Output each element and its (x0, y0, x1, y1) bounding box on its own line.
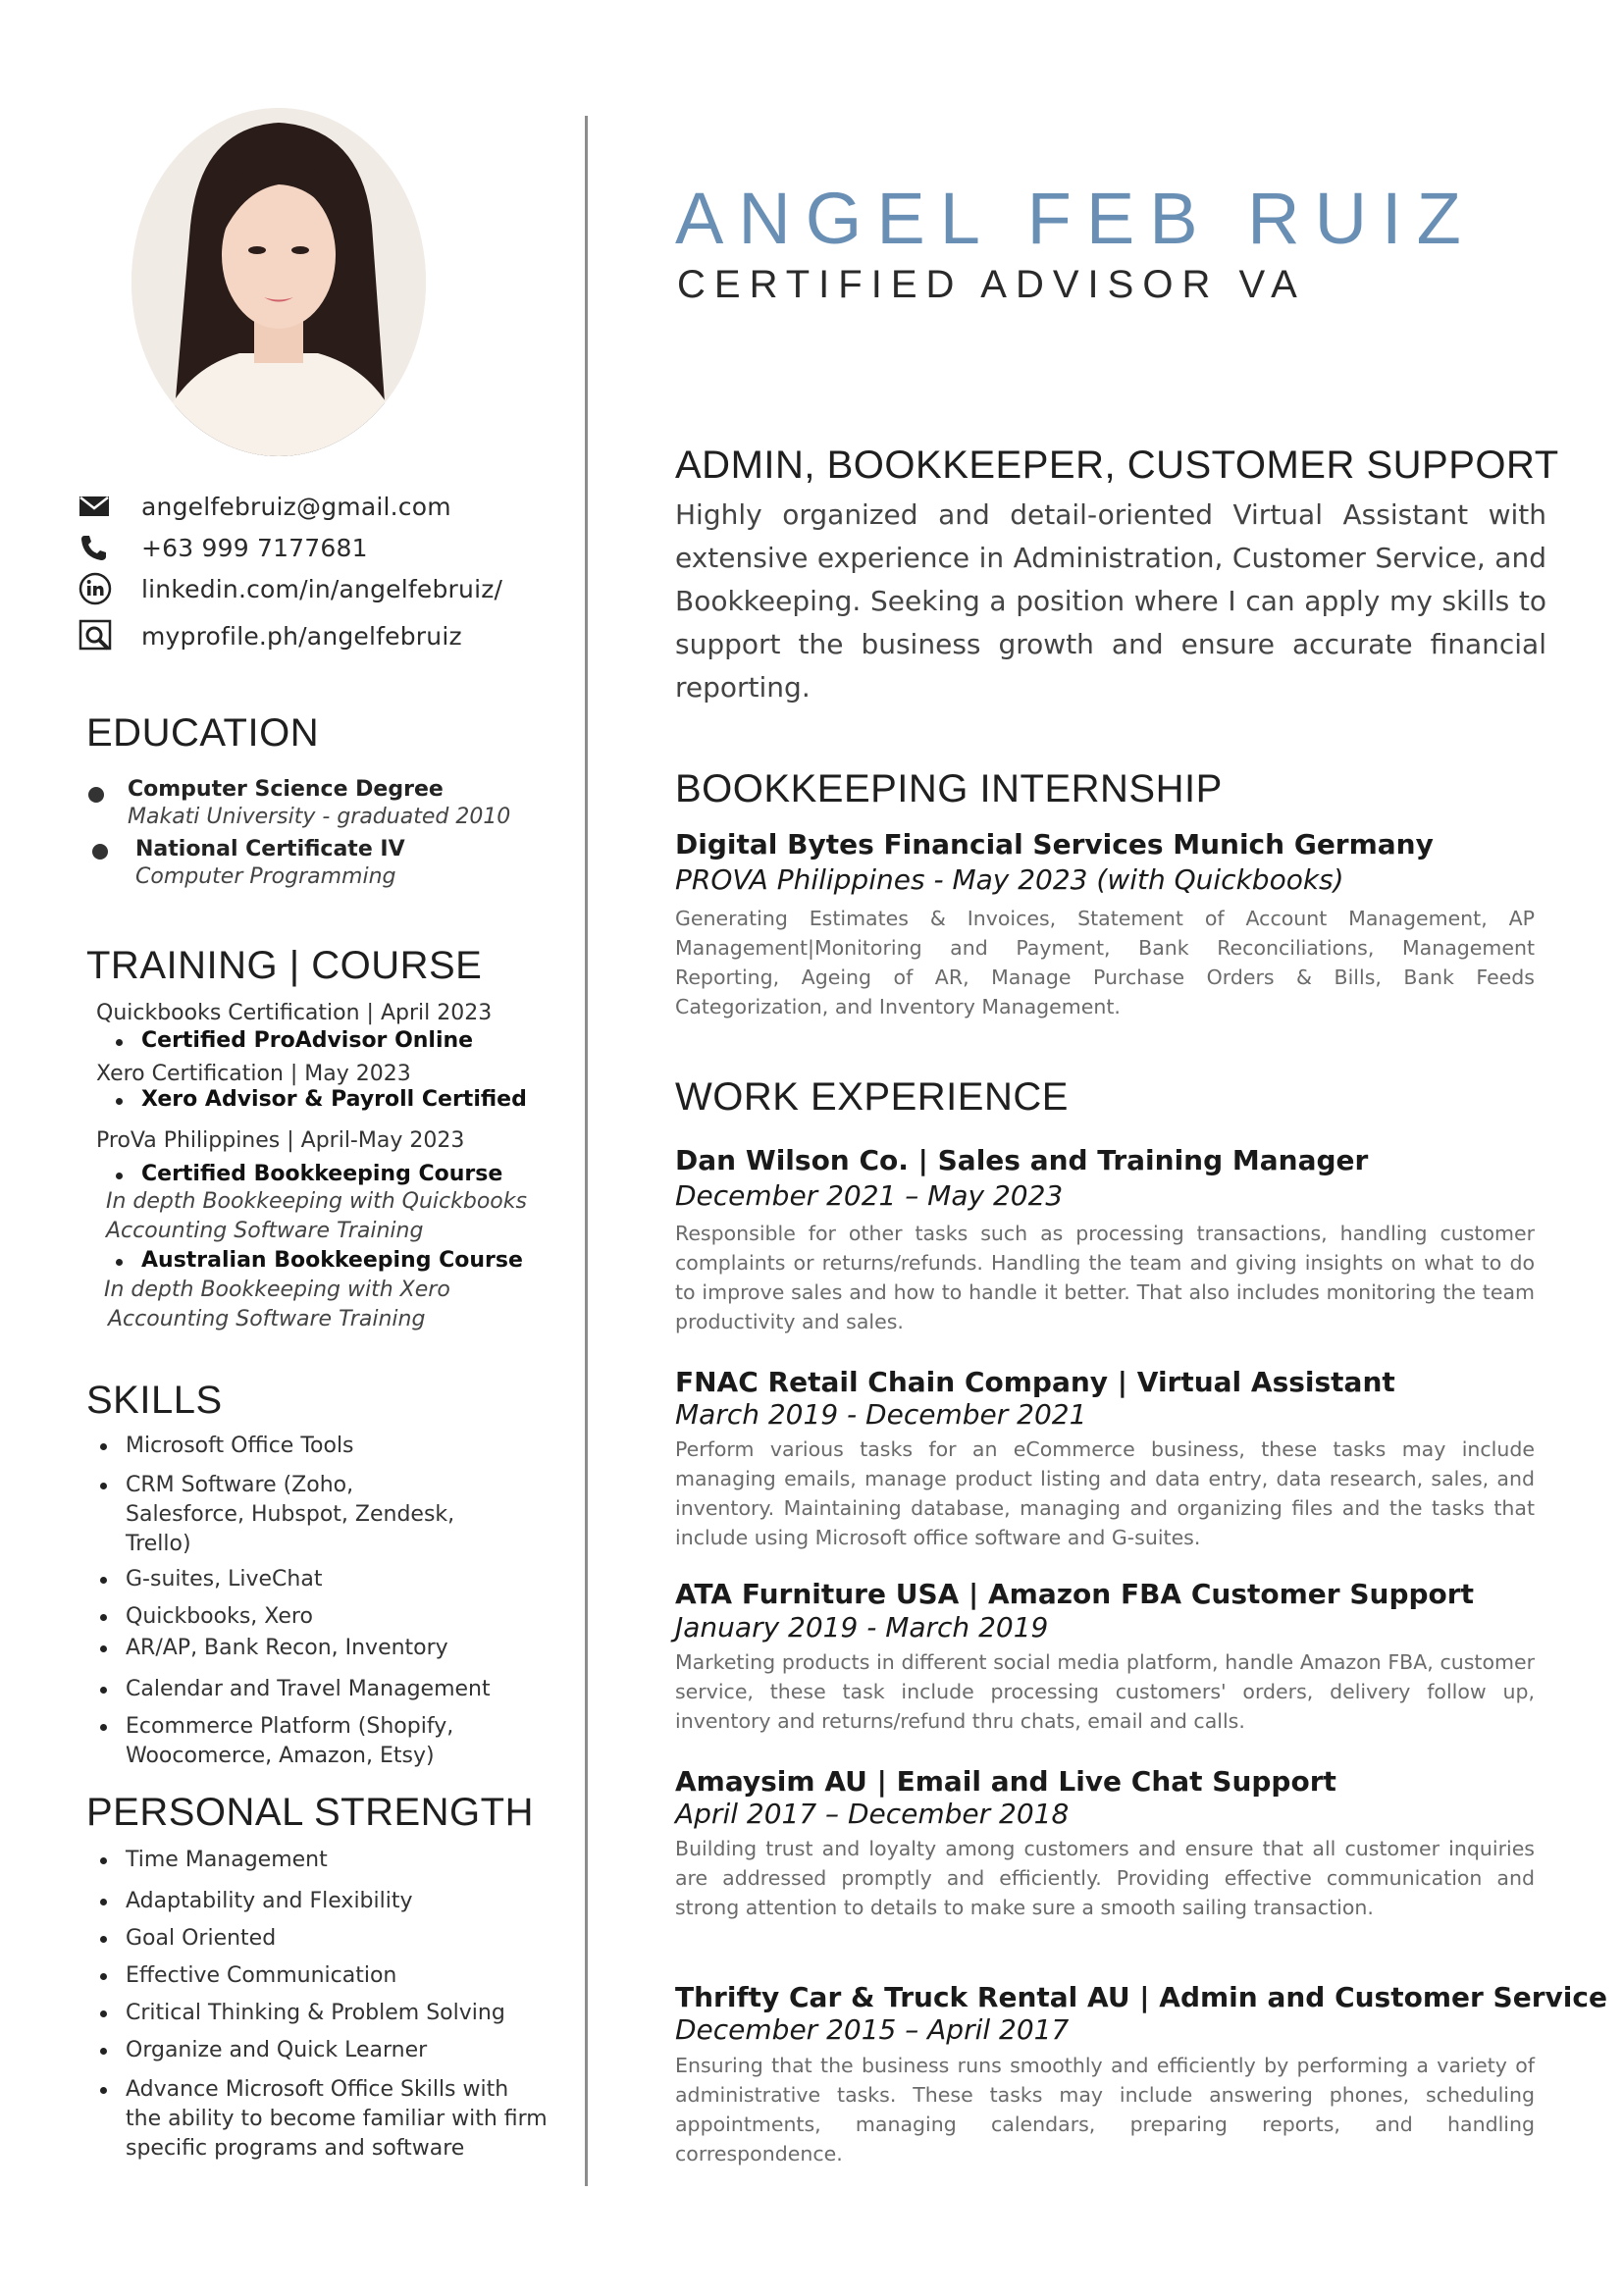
strength-list (98, 1846, 550, 2164)
job-title: Amaysim AU | Email and Live Chat Support (675, 1765, 1336, 1798)
training-detail: In depth Bookkeeping with Xero (104, 1278, 450, 1302)
internship-date: PROVA Philippines - May 2023 (with Quickbooks) (675, 863, 1344, 896)
job-date: January 2019 - March 2019 (675, 1611, 1049, 1644)
contact-linkedin[interactable] (79, 569, 550, 608)
strength-item: Advance Microsoft Office Skills with the ability to become familiar with firm specific programs and software (98, 2075, 548, 2164)
job-description: Perform various tasks for an eCommerce business, these tasks may include managing emails, manage product listing and data entry, data research, sales, and inventory. Maintaining database, managing and organizing files and the tasks that include using Microsoft office software and G-suites. (675, 1437, 1535, 1549)
education-bullet (92, 844, 108, 860)
skill-item: Calendar and Travel Management (98, 1675, 550, 1704)
contact-email[interactable] (79, 487, 550, 526)
education-title: Computer Science Degree (128, 777, 444, 802)
strength-item: Adaptability and Flexibility (98, 1887, 550, 1916)
training-cert: Certified Bookkeeping Course (141, 1162, 503, 1186)
job-date: December 2021 – May 2023 (675, 1179, 1064, 1212)
job-date: April 2017 – December 2018 (675, 1798, 1070, 1830)
job-title: Dan Wilson Co. | Sales and Training Manager (675, 1144, 1369, 1176)
job-description: Marketing products in different social media platform, handle Amazon FBA, customer service, these task include processing customers' orders, delivery follow up, inventory and returns/refund thru chats, email and calls. (675, 1650, 1535, 1733)
skill-item: CRM Software (Zoho, Salesforce, Hubspot, Zendesk, Trello) (98, 1471, 459, 1559)
education-heading: EDUCATION (86, 711, 320, 755)
job-date: March 2019 - December 2021 (675, 1398, 1087, 1431)
training-cert: Australian Bookkeeping Course (141, 1248, 523, 1273)
strength-heading: PERSONAL STRENGTH (86, 1791, 534, 1834)
internship-heading: BOOKKEEPING INTERNSHIP (675, 767, 1223, 810)
job-description: Building trust and loyalty among customers and ensure that all customer inquiries are addressed promptly and efficiently. Providing effective communication and strong attention to details to make sure a smooth sailing transaction. (675, 1837, 1535, 1919)
linkedin-text: linkedin.com/in/angelfebruiz/ (141, 574, 503, 603)
training-detail: Accounting Software Training (108, 1307, 426, 1331)
education-subtitle: Makati University - graduated 2010 (128, 805, 511, 829)
linkedin-icon (79, 572, 118, 605)
candidate-title: CERTIFIED ADVISOR VA (677, 263, 1306, 306)
candidate-name: ANGEL FEB RUIZ (675, 178, 1476, 259)
strength-item: Time Management (98, 1846, 550, 1875)
training-heading: TRAINING | COURSE (86, 944, 483, 987)
phone-icon (79, 531, 118, 564)
profile-text: myprofile.ph/angelfebruiz (141, 621, 462, 651)
column-divider (585, 116, 588, 2186)
education-subtitle: Computer Programming (135, 864, 396, 889)
training-line: ProVa Philippines | April-May 2023 (96, 1128, 465, 1153)
skill-item: G-suites, LiveChat (98, 1565, 550, 1594)
job-title: FNAC Retail Chain Company | Virtual Assistant (675, 1366, 1395, 1398)
skills-heading: SKILLS (86, 1379, 223, 1422)
skill-item: Ecommerce Platform (Shopify, Woocomerce, Amazon, Etsy) (98, 1712, 459, 1771)
training-line: Quickbooks Certification | April 2023 (96, 1001, 493, 1025)
job-title: Thrifty Car & Truck Rental AU | Admin and Customer Service (675, 1981, 1607, 2013)
contact-profile[interactable] (79, 616, 550, 655)
internship-title: Digital Bytes Financial Services Munich Germany (675, 828, 1434, 861)
skill-item: Quickbooks, Xero (98, 1602, 550, 1632)
envelope-icon (79, 490, 118, 523)
summary-heading: ADMIN, BOOKKEEPER, CUSTOMER SUPPORT (675, 444, 1559, 487)
job-date: December 2015 – April 2017 (675, 2013, 1070, 2046)
strength-item: Goal Oriented (98, 1924, 550, 1954)
job-description: Responsible for other tasks such as processing transactions, handling customer complaints or returns/refunds. Handling the team and giving insights on what to do to improve sales and how to handle it better. That also includes monitoring the team productivity and sales. (675, 1222, 1535, 1333)
profile-photo (131, 108, 426, 456)
training-detail: In depth Bookkeeping with Quickbooks (106, 1189, 527, 1214)
phone-text: +63 999 7177681 (141, 533, 368, 562)
strength-item: Organize and Quick Learner (98, 2036, 550, 2065)
training-cert: Certified ProAdvisor Online (141, 1028, 474, 1053)
skills-list (98, 1432, 550, 1771)
skill-item: AR/AP, Bank Recon, Inventory (98, 1634, 550, 1663)
contact-phone[interactable] (79, 528, 550, 567)
internship-description: Generating Estimates & Invoices, Statement of Account Management, AP Management|Monitoring and Payment, Bank Reconciliations, Management Reporting, Ageing of AR, Manage Purchase Orders & Bills, Bank Feeds Categorization, and Inventory Management. (675, 907, 1535, 1018)
email-text: angelfebruiz@gmail.com (141, 492, 451, 521)
strength-item: Effective Communication (98, 1961, 550, 1991)
summary-text: Highly organized and detail-oriented Virtual Assistant with extensive experience in Administration, Customer Service, and Bookkeeping. Seeking a position where I can apply my skills to support the business growth and ensure accurate financial reporting. (675, 498, 1546, 704)
work-heading: WORK EXPERIENCE (675, 1075, 1069, 1119)
job-description: Ensuring that the business runs smoothly and efficiently by performing a variety of administrative tasks. These tasks may include answering phones, scheduling appointments, managing calendars, preparing reports, and handling correspondence. (675, 2054, 1535, 2166)
skill-item: Microsoft Office Tools (98, 1432, 550, 1461)
profile-search-icon (79, 619, 118, 652)
strength-item: Critical Thinking & Problem Solving (98, 1999, 550, 2028)
education-title: National Certificate IV (135, 837, 405, 861)
training-line: Xero Certification | May 2023 (96, 1062, 411, 1086)
training-detail: Accounting Software Training (106, 1219, 424, 1243)
training-cert: Xero Advisor & Payroll Certified (141, 1087, 527, 1112)
job-title: ATA Furniture USA | Amazon FBA Customer Support (675, 1578, 1474, 1610)
education-bullet (88, 787, 104, 803)
